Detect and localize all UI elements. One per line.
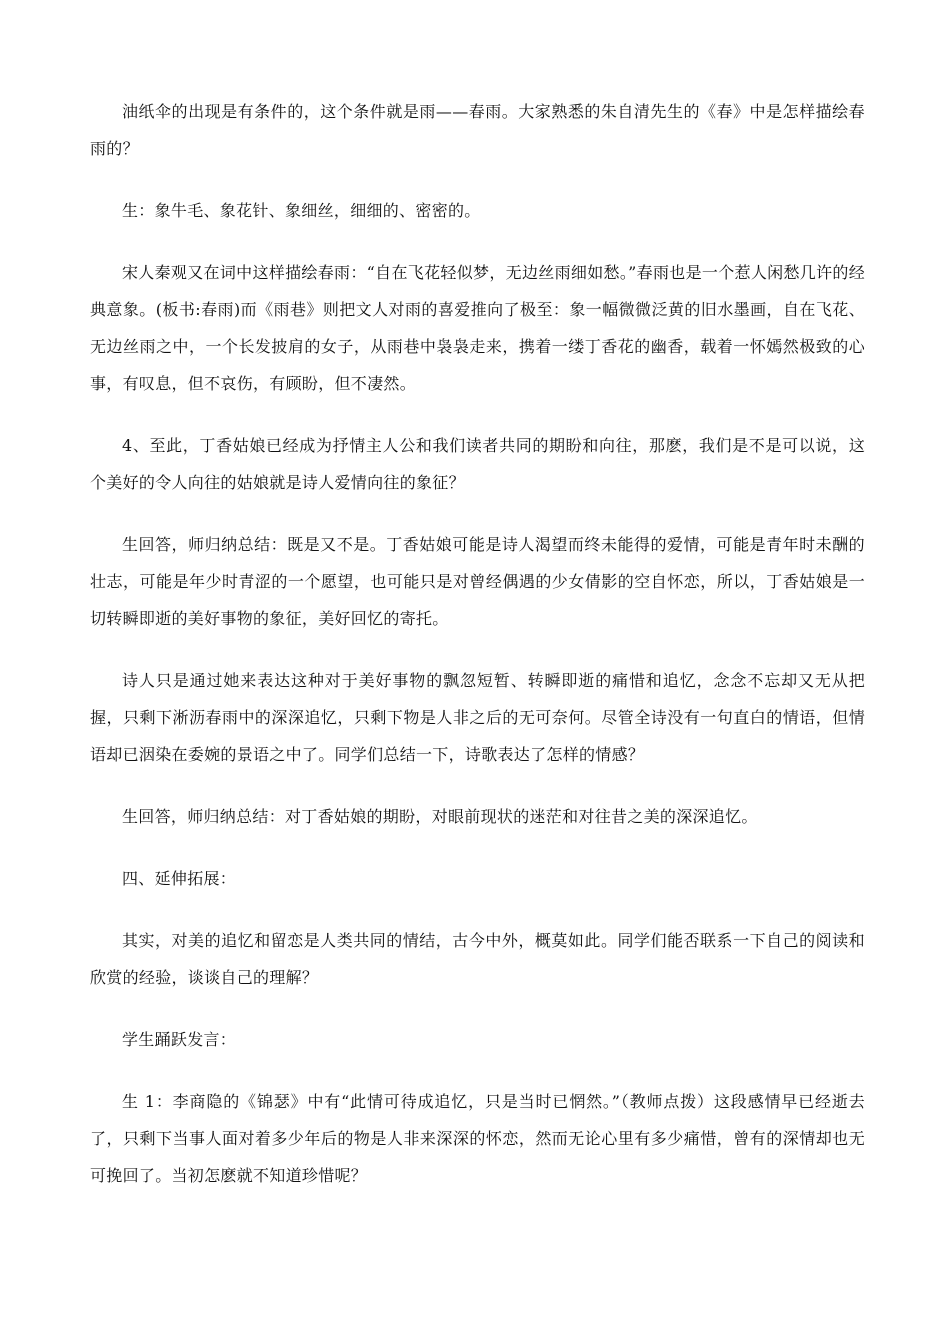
section-heading-extension: 四、延伸拓展： xyxy=(122,869,237,888)
paragraph-extension-prompt: 其实，对美的追忆和留恋是人类共同的情结，古今中外，概莫如此。同学们能否联系一下自己的阅读和欣赏的经验，谈谈自己的理解？ xyxy=(90,931,865,987)
paragraph-qin-guan: 宋人秦观又在词中这样描绘春雨：“自在飞花轻似梦，无边丝雨细如愁。”春雨也是一个惹人闲愁几许的经典意象。(板书:春雨)而《雨巷》则把文人对雨的喜爱推向了极至：象一幅微微泛黄的旧水墨画，自在飞花、无边丝雨之中，一个长发披肩的女子，从雨巷中袅袅走来，携着一缕丁香花的幽香，载着一怀嫣然极致的心事，有叹息，但不哀伤，有顾盼，但不凄然。 xyxy=(90,263,865,393)
paragraph-student-answer-1: 生：象牛毛、象花针、象细丝，细细的、密密的。 xyxy=(122,201,481,220)
paragraph-summary-2: 生回答，师归纳总结：对丁香姑娘的期盼，对眼前现状的迷茫和对往昔之美的深深追忆。 xyxy=(122,807,758,826)
paragraph-spring-rain-question: 油纸伞的出现是有条件的，这个条件就是雨——春雨。大家熟悉的朱自清先生的《春》中是怎样描绘春雨的？ xyxy=(90,102,865,158)
paragraph-poet-emotion: 诗人只是通过她来表达这种对于美好事物的飘忽短暂、转瞬即逝的痛惜和追忆，念念不忘却又无从把握，只剩下淅沥春雨中的深深追忆，只剩下物是人非之后的无可奈何。尽管全诗没有一句直白的情语，但情语却已洇染在委婉的景语之中了。同学们总结一下，诗歌表达了怎样的情感？ xyxy=(90,671,865,764)
paragraph-student-1-jinse: 生 1：李商隐的《锦瑟》中有“此情可待成追忆，只是当时已惘然。”（教师点拨）这段感情早已经逝去了，只剩下当事人面对着多少年后的物是人非来深深的怀恋，然而无论心里有多少痛惜，曾有的深情却也无可挽回了。当初怎麽就不知道珍惜呢？ xyxy=(90,1092,865,1185)
paragraph-summary-1: 生回答，师归纳总结：既是又不是。丁香姑娘可能是诗人渴望而终未能得的爱情，可能是青年时未酬的壮志，可能是年少时青涩的一个愿望，也可能只是对曾经偶遇的少女倩影的空自怀恋，所以，丁香姑娘是一切转瞬即逝的美好事物的象征，美好回忆的寄托。 xyxy=(90,535,865,628)
paragraph-students-speak: 学生踊跃发言： xyxy=(122,1030,237,1049)
paragraph-question-4: 4、至此，丁香姑娘已经成为抒情主人公和我们读者共同的期盼和向往，那麽，我们是不是可以说，这个美好的令人向往的姑娘就是诗人爱情向往的象征？ xyxy=(90,436,865,492)
document-page xyxy=(90,93,865,1219)
